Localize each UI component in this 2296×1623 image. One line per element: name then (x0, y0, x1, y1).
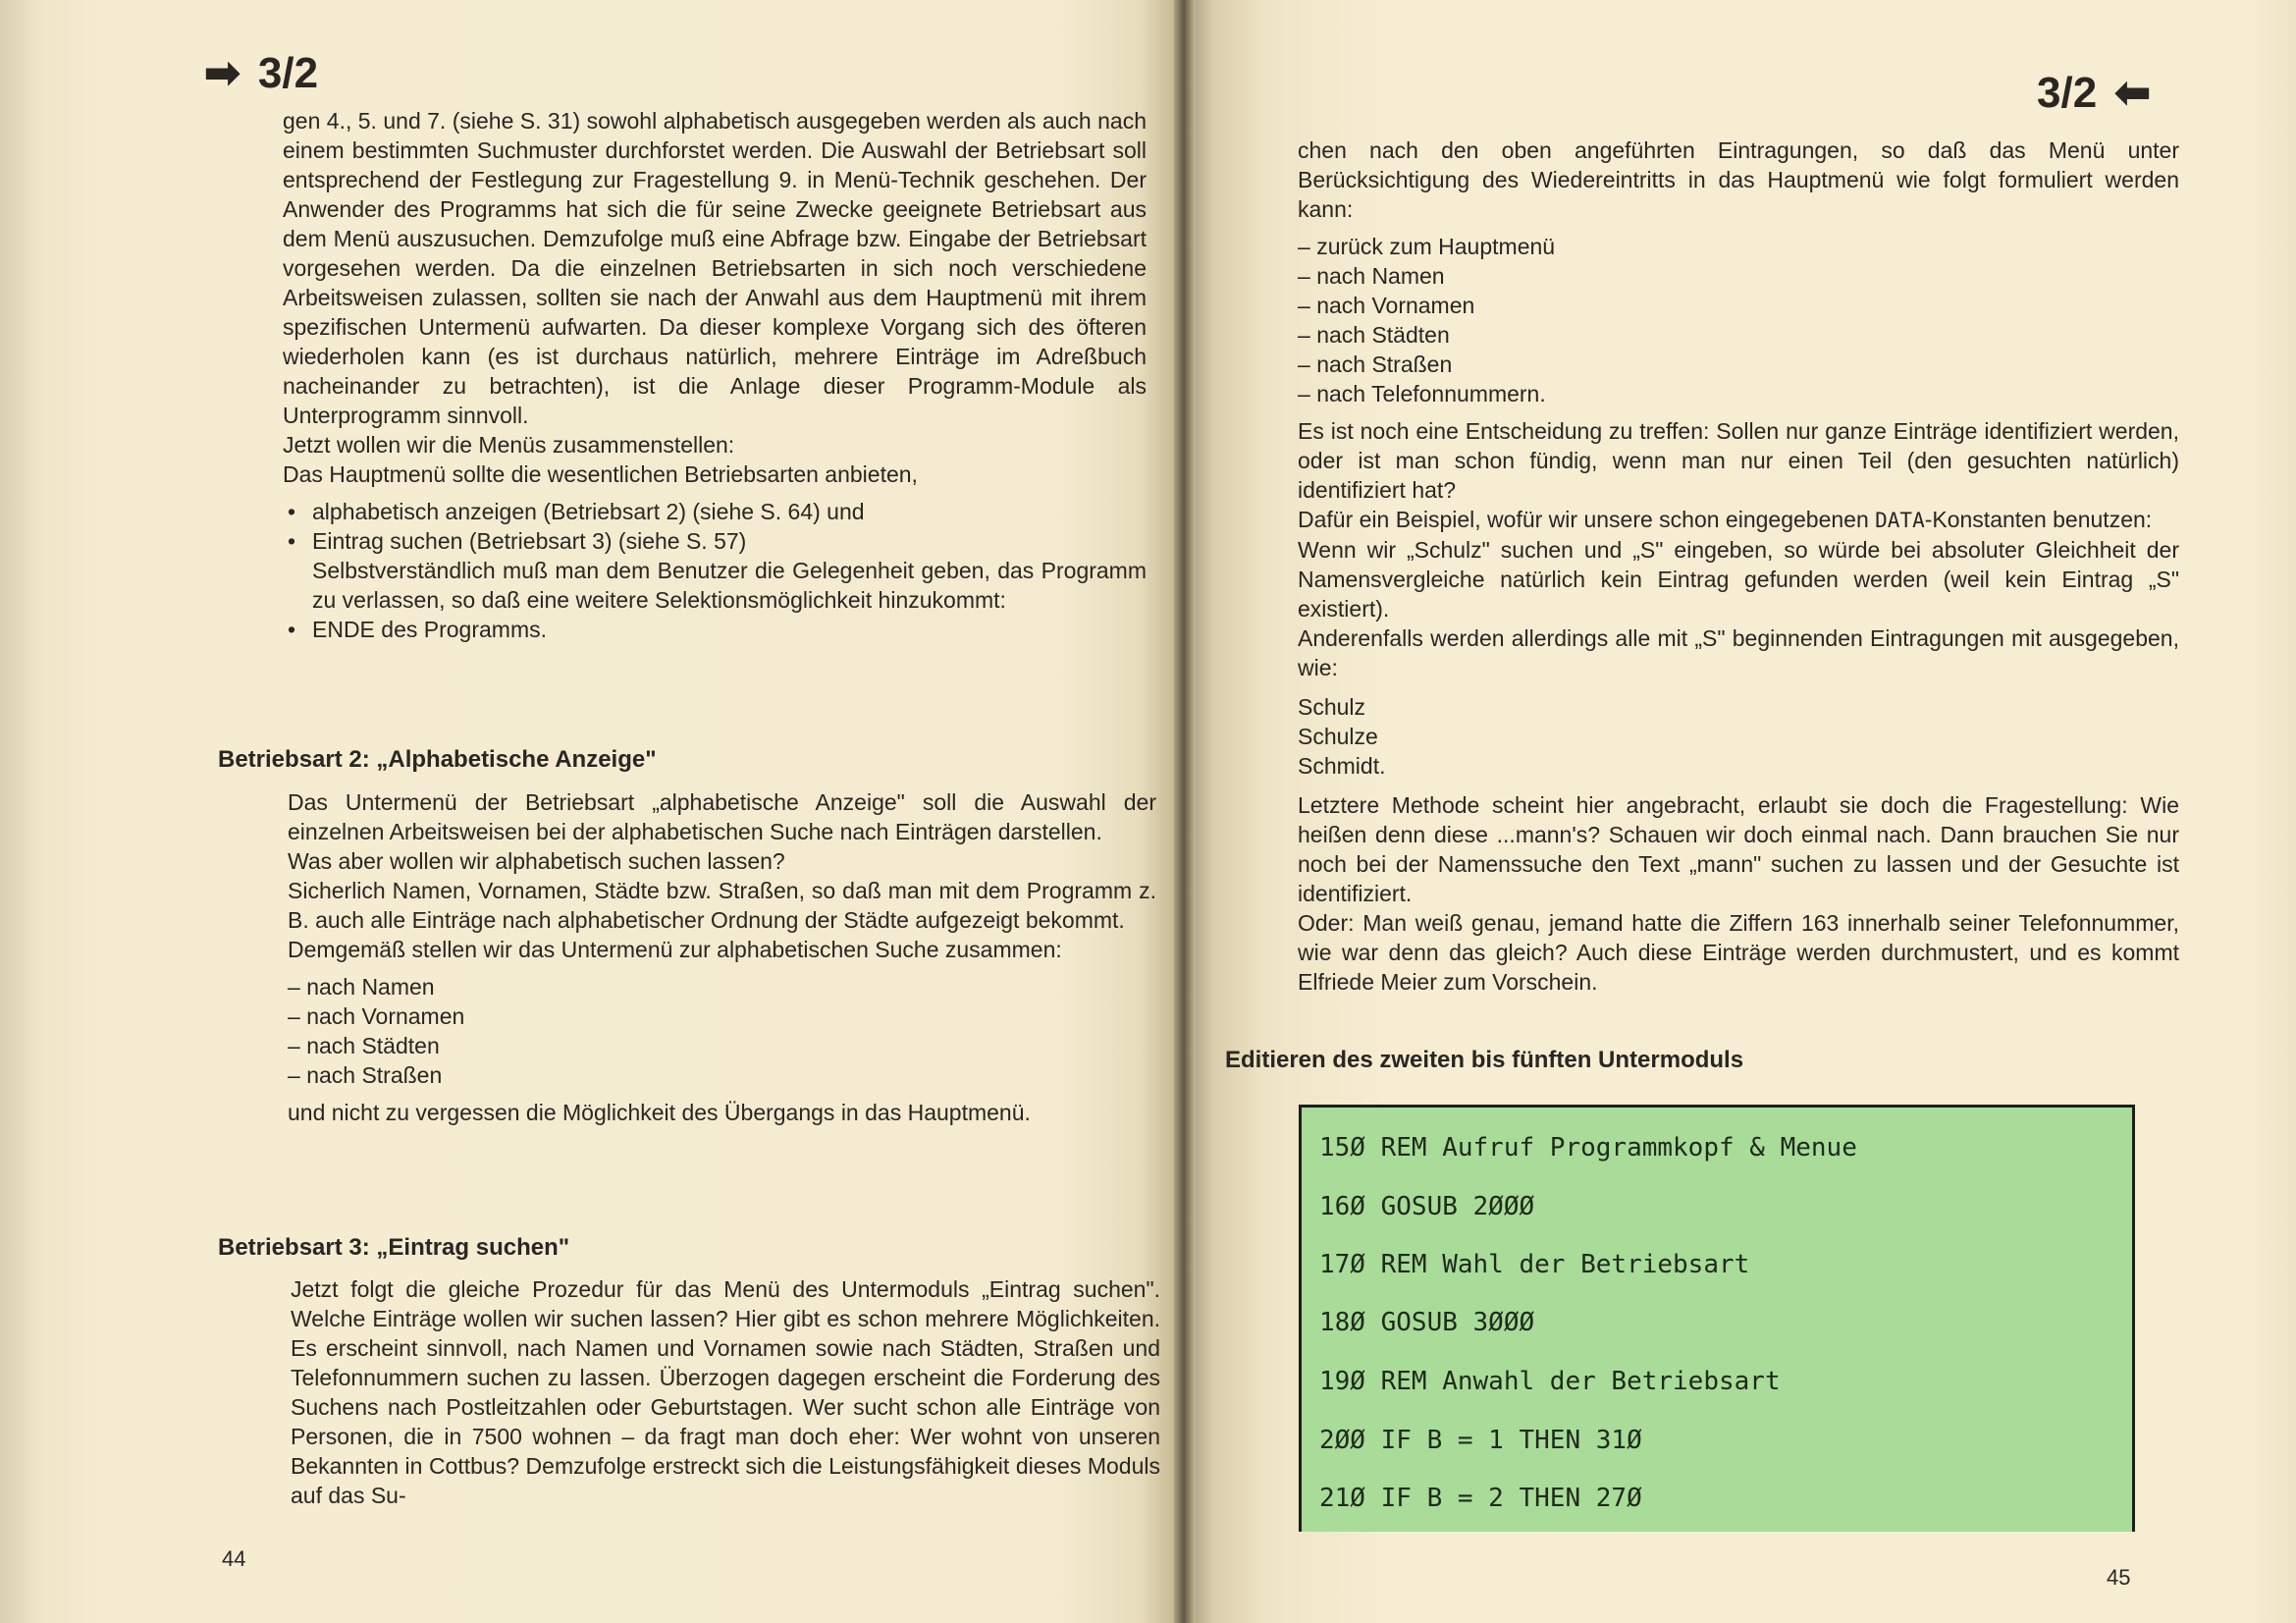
list-item: – nach Namen (1298, 261, 2179, 291)
section-heading: Betriebsart 3: „Eintrag suchen" (218, 1234, 570, 1261)
main-menu-list (283, 497, 1147, 556)
paragraph: Sicherlich Namen, Vornamen, Städte bzw. Straßen, so daß man mit dem Programm z. B. auch alle Einträge nach alphabetischer Ordnung der Städte aufgezeigt bekommt. (288, 878, 1156, 933)
paragraph: Jetzt wollen wir die Menüs zusammenstellen: (283, 432, 735, 458)
code-line: 16Ø GOSUB 2ØØØ (1319, 1192, 1535, 1221)
section-heading: Betriebsart 2: „Alphabetische Anzeige" (218, 746, 657, 773)
list-item: – nach Vornamen (288, 1001, 1156, 1031)
paragraph: Was aber wollen wir alphabetisch suchen lassen? (288, 848, 785, 874)
paragraph: Oder: Man weiß genau, jemand hatte die Ziffern 163 innerhalb seiner Telefonnummer, wie war denn das gleich? Auch diese Einträge werden durchmustert, und es kommt Elfriede Meier zum Vorschein. (1298, 910, 2179, 995)
submenu-list (288, 972, 1156, 1090)
right-arrow-icon: ➡ (204, 49, 240, 97)
paragraph: Selbstverständlich muß man dem Benutzer die Gelegenheit geben, das Programm zu verlassen, so daß eine weitere Selektionsmöglichkeit hinzukommt: (312, 558, 1147, 613)
inline-code: DATA (1875, 509, 1925, 532)
code-line: 18Ø GOSUB 3ØØØ (1319, 1308, 1535, 1337)
end-list (283, 615, 1147, 644)
code-listing (1299, 1105, 2135, 1532)
paragraph: Jetzt folgt die gleiche Prozedur für das Menü des Untermoduls „Eintrag suchen". Welche Einträge wollen wir suchen lassen? Hier gibt es schon mehrere Möglichkeiten. Es erscheint sinnvoll, nach Namen und Vornamen sowie nach Städten, Straßen und Telefonnummern suchen zu lassen. Überzogen dagegen erscheint die Forderung des Suchens nach Postleitzahlen oder Geburtstagen. Wer sucht schon alle Einträge von Personen, die in 7500 wohnen – da fragt man doch eher: Wer wohnt von unseren Bekannten in Cottbus? Demzufolge erstreckt sich die Leistungsfähigkeit dieses Moduls auf das Su- (291, 1276, 1160, 1508)
paragraph: Das Untermenü der Betriebsart „alphabetische Anzeige" soll die Auswahl der einzelnen Arbeitsweisen bei der alphabetischen Suche nach Einträgen darstellen. (288, 789, 1156, 844)
list-item: – nach Straßen (288, 1060, 1156, 1090)
list-item: • Eintrag suchen (Betriebsart 3) (siehe S. 57) (283, 526, 1147, 556)
page-number: 44 (222, 1546, 246, 1571)
paragraph: gen 4., 5. und 7. (siehe S. 31) sowohl alphabetisch ausgegeben werden als auch nach einem bestimmten Suchmuster durchforstet werden. Die Auswahl der Betriebsart soll entsprechend der Festlegung zur Fragestellung 9. in Menü-Technik geschehen. Der Anwender des Programms hat sich die für seine Zwecke geeignete Betriebsart aus dem Menü auszusuchen. Demzufolge muß eine Abfrage bzw. Eingabe der Betriebsart vorgesehen werden. Da die einzelnen Betriebsarten in sich noch verschiedene Arbeitsweisen zulassen, sollten sie nach der Anwahl aus dem Hauptmenü mit ihrem spezifischen Untermenü aufwarten. Da dieser komplexe Vorgang sich des öfteren wiederholen kann (es ist durchaus natürlich, mehrere Einträge im Adreßbuch nacheinander zu betrachten), ist die Anlage dieser Programm-Module als Unterprogramm sinnvoll. (283, 108, 1147, 428)
right-body (1298, 135, 2179, 997)
left-body-part3 (291, 1274, 1160, 1510)
list-item: – nach Telefonnummern. (1298, 379, 2179, 408)
code-line: 19Ø REM Anwahl der Betriebsart (1319, 1367, 1781, 1396)
list-item: Schmidt. (1298, 753, 1386, 779)
list-item: • alphabetisch anzeigen (Betriebsart 2) (siehe S. 64) und (283, 497, 1147, 526)
paragraph: Es ist noch eine Entscheidung zu treffen: Sollen nur ganze Einträge identifiziert werden, oder ist man schon fündig, wenn man nur einen Teil (den gesuchten natürlich) identifiziert hat? (1298, 418, 2179, 503)
code-line: 21Ø IF B = 2 THEN 27Ø (1319, 1484, 1642, 1513)
left-running-head: ➡ 3/2 (204, 49, 319, 97)
paragraph: und nicht zu vergessen die Möglichkeit des Übergangs in das Hauptmenü. (288, 1100, 1031, 1125)
code-line: 2ØØ IF B = 1 THEN 31Ø (1319, 1426, 1642, 1455)
paragraph: chen nach den oben angeführten Eintragungen, so daß das Menü unter Berücksichtigung des Wiedereintritts in das Hauptmenü wie folgt formuliert werden kann: (1298, 137, 2179, 222)
list-item: – nach Städten (1298, 320, 2179, 350)
left-body-part2 (288, 787, 1156, 1127)
left-arrow-icon: ⬅ (2114, 69, 2152, 117)
list-item: Schulze (1298, 724, 1378, 749)
list-item: – nach Straßen (1298, 350, 2179, 379)
list-item: – nach Städten (288, 1031, 1156, 1060)
section-heading: Editieren des zweiten bis fünften Untermoduls (1225, 1047, 1744, 1073)
right-running-head: 3/2 ⬅ (2037, 69, 2152, 117)
paragraph: Dafür ein Beispiel, wofür wir unsere schon eingegebenen DATA-Konstanten benutzen: (1298, 507, 2153, 532)
paragraph: Wenn wir „Schulz" suchen und „S" eingeben, so würde bei absoluter Gleichheit der Namensvergleiche natürlich kein Eintrag gefunden werden (weil kein Eintrag „S" existiert). (1298, 537, 2179, 622)
list-item: • ENDE des Programms. (283, 615, 1147, 644)
paragraph: Das Hauptmenü sollte die wesentlichen Betriebsarten anbieten, (283, 461, 918, 487)
code-line: 17Ø REM Wahl der Betriebsart (1319, 1250, 1750, 1279)
list-item: Schulz (1298, 694, 1366, 720)
left-body-part1 (283, 106, 1147, 644)
list-item: – zurück zum Hauptmenü (1298, 232, 2179, 261)
paragraph: Letztere Methode scheint hier angebracht, erlaubt sie doch die Fragestellung: Wie heißen denn diese ...mann's? Schauen wir doch einmal nach. Dann brauchen Sie nur noch bei der Namenssuche den Text „mann" suchen zu lassen und der Gesuchte ist identifiziert. (1298, 792, 2179, 906)
search-menu-list (1298, 232, 2179, 408)
code-line: 15Ø REM Aufruf Programmkopf & Menue (1319, 1133, 1857, 1163)
page-number: 45 (2107, 1565, 2131, 1590)
list-item: – nach Namen (288, 972, 1156, 1001)
example-list (1298, 692, 2179, 781)
paragraph: Anderenfalls werden allerdings alle mit „S" beginnenden Eintragungen mit ausgegeben, wie: (1298, 625, 2179, 680)
list-item: – nach Vornamen (1298, 291, 2179, 320)
paragraph: Demgemäß stellen wir das Untermenü zur alphabetischen Suche zusammen: (288, 937, 1062, 962)
book-gutter (1174, 0, 1196, 1623)
